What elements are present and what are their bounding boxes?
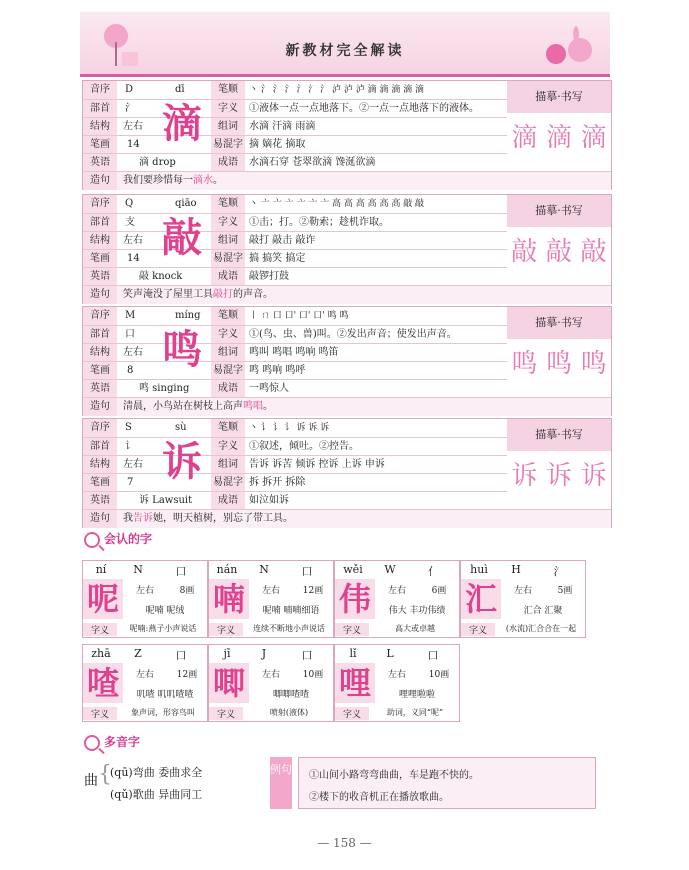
renzi-cell <box>208 560 334 638</box>
trace-heading: 描摹·书写 <box>507 419 611 451</box>
label-ziyi: 字义 <box>211 438 245 456</box>
chengyu-value: 水滴石穿 苍翠欲滴 馋涎欲滴 <box>249 157 376 168</box>
label-jiegou: 结构 <box>83 232 117 250</box>
bishun-value: 丶 讠 讠 讠 诉 诉 诉 <box>249 423 330 433</box>
pinyin-value: dī <box>175 84 185 95</box>
trace-char: 诉 <box>545 461 572 491</box>
renzi-cell <box>460 560 586 638</box>
renzi-jiegou: 左右 <box>261 670 280 680</box>
polyphone-char: 曲 <box>84 773 98 789</box>
renzi-pinyin: lǐ <box>349 647 357 660</box>
renzi-zuci: 呢喃 呢绒 <box>145 606 185 616</box>
page-number: — 158 — <box>317 836 372 850</box>
renzi-yinxu: W <box>384 563 396 576</box>
example-tag: 例句 <box>270 757 292 809</box>
bunny-decoration-icon <box>540 26 600 66</box>
trace-char: 鸣 <box>511 349 538 379</box>
label-bihua: 笔画 <box>83 136 117 154</box>
label-zuci: 组词 <box>211 232 245 250</box>
label-bihua: 笔画 <box>83 474 117 492</box>
jiegou-value: 左右 <box>123 347 143 358</box>
renzi-zuci: 叽喳 叽叽喳喳 <box>136 690 194 700</box>
jiegou-value: 左右 <box>123 235 143 246</box>
pinyin-value: sù <box>175 422 187 433</box>
chengyu-value: 敲锣打鼓 <box>249 271 289 282</box>
renzi-character: 伟 <box>335 579 375 619</box>
renzi-pinyin: wěi <box>343 563 363 576</box>
renzi-jiegou: 左右 <box>135 670 154 680</box>
renzi-cell <box>334 644 460 722</box>
example-sentence: 笑声淹没了屋里工具敲打的声音。 <box>123 289 273 300</box>
renzi-bushou: 口 <box>175 649 187 662</box>
example-box <box>298 757 596 809</box>
renzi-bushou: 口 <box>427 649 439 662</box>
renzi-cell <box>82 560 208 638</box>
magnifier-icon <box>84 735 100 751</box>
zuci-value: 鸣叫 鸣唱 鸣响 鸣笛 <box>249 347 339 358</box>
label-bushou: 部首 <box>83 214 117 232</box>
label-yingyu: 英语 <box>83 268 117 286</box>
label-chengyu: 成语 <box>211 268 245 286</box>
magnifier-icon <box>84 532 100 548</box>
example-sentence-1: ①山间小路弯弯曲曲，车是跑不快的。 <box>309 770 479 781</box>
ziyi-value: ①(鸟、虫、兽)叫。②发出声音；使发出声音。 <box>249 329 457 340</box>
renzi-bihua: 10画 <box>428 670 450 680</box>
renzi-pinyin: nán <box>216 563 238 576</box>
trace-char: 敲 <box>511 237 538 267</box>
renzi-cell <box>334 560 460 638</box>
label-yihunzi: 易混字 <box>211 474 245 492</box>
label-bishun: 笔顺 <box>211 307 245 325</box>
chengyu-value: 如泣如诉 <box>249 495 289 506</box>
renzi-pinyin: ní <box>95 563 107 576</box>
page-header-banner <box>80 12 610 77</box>
trace-char: 诉 <box>511 461 538 491</box>
ziyi-value: ①击；打。②勒索；趁机诈取。 <box>249 217 389 228</box>
label-yinxu: 音序 <box>83 81 117 99</box>
renzi-ziyi: 高大或卓越 <box>395 624 435 633</box>
renzi-yinxu: L <box>386 647 394 660</box>
renzi-ziyi: 喷射(液体) <box>269 708 309 717</box>
renzi-zuci: 汇合 汇聚 <box>523 606 563 616</box>
label-bushou: 部首 <box>83 438 117 456</box>
yihunzi-value: 搞 搞笑 搞定 <box>249 253 306 264</box>
label-zuci: 组词 <box>211 344 245 362</box>
renzi-zuci: 伟大 丰功伟绩 <box>388 606 446 616</box>
label-jiegou: 结构 <box>83 456 117 474</box>
renzi-ziyi-label: 字义 <box>335 623 369 636</box>
renzi-bihua: 8画 <box>179 586 195 596</box>
polyphone-reading-1: (qū)弯曲 委曲求全 <box>110 766 203 779</box>
label-zuci: 组词 <box>211 118 245 136</box>
section-duoyin-heading: 多音字 <box>84 733 140 751</box>
label-ziyi: 字义 <box>211 326 245 344</box>
renzi-jiegou: 左右 <box>513 586 532 596</box>
renzi-bihua: 5画 <box>557 586 573 596</box>
label-chengyu: 成语 <box>211 380 245 398</box>
vocab-card <box>82 194 612 304</box>
example-sentence: 我们要珍惜每一滴水。 <box>123 175 223 186</box>
ziyi-value: ①叙述，倾吐。②控告。 <box>249 441 359 452</box>
renzi-bihua: 12画 <box>176 670 198 680</box>
label-bihua: 笔画 <box>83 250 117 268</box>
yinxu-value: Q <box>125 198 134 209</box>
renzi-bihua: 12画 <box>302 586 324 596</box>
renzi-bihua: 6画 <box>431 586 447 596</box>
polyphone-reading-2: (qǔ)歌曲 异曲同工 <box>110 788 203 801</box>
label-yihunzi: 易混字 <box>211 362 245 380</box>
renzi-jiegou: 左右 <box>261 586 280 596</box>
renzi-ziyi-label: 字义 <box>83 707 117 720</box>
label-yinxu: 音序 <box>83 419 117 437</box>
main-character: 鸣 <box>162 326 202 373</box>
trace-characters <box>507 231 611 268</box>
label-yingyu: 英语 <box>83 154 117 172</box>
label-yinxu: 音序 <box>83 307 117 325</box>
renzi-character: 呢 <box>83 579 123 619</box>
trace-characters <box>507 455 611 492</box>
renzi-pinyin: zhā <box>91 647 111 660</box>
renzi-jiegou: 左右 <box>387 586 406 596</box>
renzi-yinxu: J <box>261 647 267 660</box>
yinxu-value: S <box>125 422 132 433</box>
section-renzi-heading: 会认的字 <box>84 530 152 548</box>
yinxu-value: D <box>125 84 134 95</box>
renzi-ziyi-label: 字义 <box>209 623 243 636</box>
yihunzi-value: 拆 拆开 拆除 <box>249 477 306 488</box>
jiegou-value: 左右 <box>123 459 143 470</box>
renzi-character: 哩 <box>335 663 375 703</box>
chengyu-value: 一鸣惊人 <box>249 383 289 394</box>
english-value: 滴 drop <box>139 157 176 168</box>
main-character: 敲 <box>162 214 202 261</box>
ziyi-value: ①液体一点一点地落下。②一点一点地落下的液体。 <box>249 103 479 114</box>
renzi-ziyi-label: 字义 <box>209 707 243 720</box>
page-title: 新教材完全解读 <box>285 43 405 59</box>
label-zuci: 组词 <box>211 456 245 474</box>
jiegou-value: 左右 <box>123 121 143 132</box>
renzi-yinxu: Z <box>134 647 142 660</box>
bishun-value: 丨 ㄇ 口 口' 口' 口' 鸣 鸣 <box>249 311 349 321</box>
example-sentence: 清晨，小鸟站在树枝上高声鸣唱。 <box>123 401 273 412</box>
label-chengyu: 成语 <box>211 154 245 172</box>
trace-char: 滴 <box>511 123 538 153</box>
renzi-cell <box>82 644 208 722</box>
label-ziyi: 字义 <box>211 100 245 118</box>
bishun-value: 丶 氵 氵 氵 氵 氵 氵 泸 泸 泸 滴 滴 滴 滴 滴 <box>249 85 425 95</box>
renzi-zuci: 哩哩啦啦 <box>398 690 435 700</box>
label-bishun: 笔顺 <box>211 419 245 437</box>
bihua-value: 8 <box>127 365 134 376</box>
bihua-value: 7 <box>127 477 134 488</box>
renzi-ziyi: 助词，义同“呢” <box>386 708 444 717</box>
brace-icon: { <box>98 762 112 787</box>
renzi-bushou: 亻 <box>427 565 439 578</box>
example-sentence: 我告诉她，明天植树，别忘了带工具。 <box>123 513 293 524</box>
label-bushou: 部首 <box>83 100 117 118</box>
renzi-yinxu: N <box>133 563 143 576</box>
renzi-character: 唧 <box>209 663 249 703</box>
vocab-card <box>82 306 612 416</box>
pinyin-value: míng <box>175 310 201 321</box>
english-value: 敲 knock <box>139 271 183 282</box>
trace-char: 鸣 <box>545 349 572 379</box>
zuci-value: 水滴 汗滴 雨滴 <box>249 121 316 132</box>
label-ziyi: 字义 <box>211 214 245 232</box>
bishun-value: 丶 亠 亠 亠 亠 亠 亠 高 高 高 高 高 高 敲 敲 <box>249 199 425 209</box>
label-bishun: 笔顺 <box>211 195 245 213</box>
renzi-pinyin: jī <box>223 647 231 660</box>
renzi-character: 汇 <box>461 579 501 619</box>
zuci-value: 敲打 敲击 敲诈 <box>249 235 316 246</box>
renzi-zuci: 呢喃 喃喃细语 <box>262 606 320 616</box>
vocab-card <box>82 80 612 190</box>
bihua-value: 14 <box>127 253 140 264</box>
label-yihunzi: 易混字 <box>211 136 245 154</box>
renzi-ziyi: (水流)汇合合在一起 <box>505 624 577 633</box>
english-value: 诉 Lawsuit <box>139 495 193 506</box>
renzi-zuci: 唧唧喳喳 <box>272 690 309 700</box>
trace-characters <box>507 343 611 380</box>
yinxu-value: M <box>125 310 136 321</box>
trace-char: 诉 <box>580 461 607 491</box>
trace-char: 敲 <box>545 237 572 267</box>
renzi-yinxu: H <box>511 563 521 576</box>
renzi-bushou: 口 <box>175 565 187 578</box>
trace-heading: 描摹·书写 <box>507 81 611 113</box>
bihua-value: 14 <box>127 139 140 150</box>
zuci-value: 告诉 诉苦 倾诉 控诉 上诉 申诉 <box>249 459 385 470</box>
label-yinxu: 音序 <box>83 195 117 213</box>
label-yihunzi: 易混字 <box>211 250 245 268</box>
bushou-value: 讠 <box>125 441 135 452</box>
label-yingyu: 英语 <box>83 492 117 510</box>
example-sentence-2: ②楼下的收音机正在播放歌曲。 <box>309 792 449 803</box>
trace-char: 敲 <box>580 237 607 267</box>
renzi-yinxu: N <box>259 563 269 576</box>
label-zaoju: 造句 <box>83 398 117 416</box>
main-character: 诉 <box>162 438 202 485</box>
renzi-cell <box>208 644 334 722</box>
label-bihua: 笔画 <box>83 362 117 380</box>
trace-characters <box>507 117 611 154</box>
label-jiegou: 结构 <box>83 118 117 136</box>
renzi-bushou: 口 <box>301 649 313 662</box>
yihunzi-value: 鸣 鸣响 鸣呼 <box>249 365 306 376</box>
english-value: 鸣 singing <box>139 383 190 394</box>
trace-char: 滴 <box>580 123 607 153</box>
label-jiegou: 结构 <box>83 344 117 362</box>
bushou-value: 支 <box>125 217 135 228</box>
renzi-bushou: 氵 <box>553 565 565 578</box>
bushou-value: 氵 <box>125 103 135 114</box>
label-bishun: 笔顺 <box>211 81 245 99</box>
label-chengyu: 成语 <box>211 492 245 510</box>
renzi-ziyi-label: 字义 <box>83 623 117 636</box>
renzi-ziyi: 象声词，形容鸟叫 <box>131 708 195 717</box>
renzi-pinyin: huì <box>470 563 488 576</box>
renzi-ziyi: 呢喃:燕子小声说话 <box>129 624 197 633</box>
renzi-ziyi: 连续不断地小声说话 <box>253 624 325 633</box>
label-zaoju: 造句 <box>83 510 117 528</box>
bushou-value: 口 <box>125 329 135 340</box>
renzi-jiegou: 左右 <box>387 670 406 680</box>
label-zaoju: 造句 <box>83 286 117 304</box>
yihunzi-value: 摘 嫡花 摘取 <box>249 139 306 150</box>
renzi-jiegou: 左右 <box>135 586 154 596</box>
label-zaoju: 造句 <box>83 172 117 190</box>
renzi-character: 喃 <box>209 579 249 619</box>
trace-char: 鸣 <box>580 349 607 379</box>
label-yingyu: 英语 <box>83 380 117 398</box>
renzi-ziyi-label: 字义 <box>461 623 495 636</box>
trace-heading: 描摹·书写 <box>507 195 611 227</box>
pinyin-value: qiāo <box>175 198 197 209</box>
trace-char: 滴 <box>545 123 572 153</box>
renzi-ziyi-label: 字义 <box>335 707 369 720</box>
renzi-bushou: 口 <box>301 565 313 578</box>
label-bushou: 部首 <box>83 326 117 344</box>
vocab-card <box>82 418 612 528</box>
trace-heading: 描摹·书写 <box>507 307 611 339</box>
main-character: 滴 <box>162 100 202 147</box>
renzi-bihua: 10画 <box>302 670 324 680</box>
renzi-character: 喳 <box>83 663 123 703</box>
